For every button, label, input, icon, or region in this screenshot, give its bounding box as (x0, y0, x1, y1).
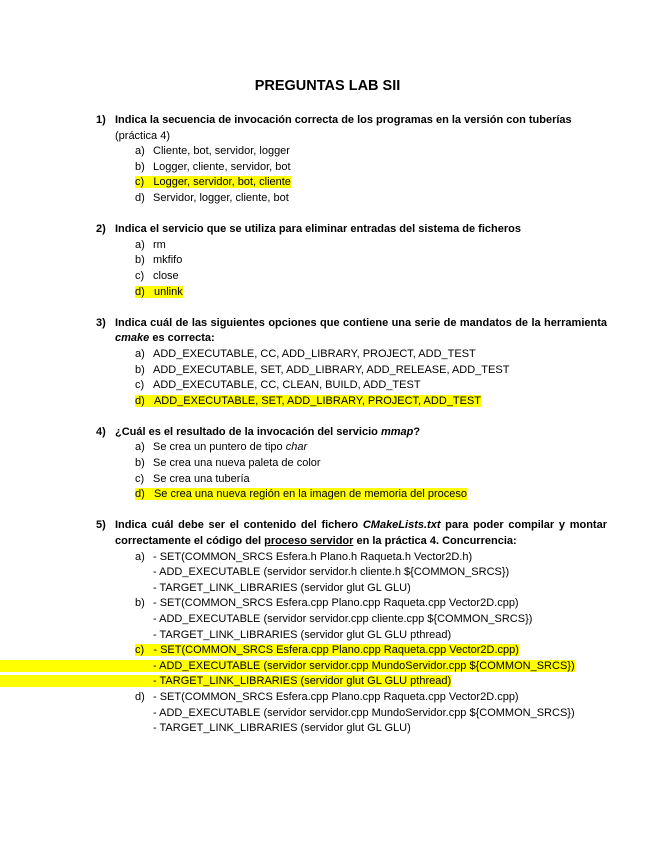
option-c: c) Se crea una tubería (135, 472, 250, 485)
option-b: b) Logger, cliente, servidor, bot (135, 160, 291, 173)
question-list (96, 113, 607, 752)
option-d-correct: d) ADD_EXECUTABLE, SET, ADD_LIBRARY, PROJECT, ADD_TEST (135, 394, 482, 407)
option-c-correct: c) Logger, servidor, bot, cliente (135, 176, 291, 189)
question-subtext: (práctica 4) (115, 129, 171, 142)
option-a: a) rm (135, 238, 166, 251)
question-2 (96, 222, 607, 300)
question-number: 2) (96, 223, 106, 236)
option-a: a) Cliente, bot, servidor, logger (135, 145, 290, 158)
option-a: a) Se crea un puntero de tipo char (135, 441, 308, 454)
question-3 (96, 316, 607, 410)
option-c-correct: c) - SET(COMMON_SRCS Esfera.cpp Plano.cpp Raqueta.cpp Vector2D.cpp) - ADD_EXECUTABLE (servidor servidor.cpp MundoServidor.cpp ${COMMON_SRCS}) - TARGET_LINK_LIBRARIES (servidor glut GL GLU pthread) (135, 644, 575, 688)
option-b: b) ADD_EXECUTABLE, SET, ADD_LIBRARY, ADD_RELEASE, ADD_TEST (135, 363, 510, 376)
option-d-correct: d) Se crea una nueva región en la imagen de memoria del proceso (135, 488, 468, 501)
question-number: 3) (96, 316, 106, 329)
option-d: d) Servidor, logger, cliente, bot (135, 191, 289, 204)
option-d-correct: d) unlink (135, 285, 183, 298)
question-text: ¿Cuál es el resultado de la invocación del servicio mmap? (115, 425, 421, 438)
option-a: a) - SET(COMMON_SRCS Esfera.h Plano.h Raqueta.h Vector2D.h) - ADD_EXECUTABLE (servidor servidor.h cliente.h ${COMMON_SRCS}) - TARGET_LINK_LIBRARIES (servidor glut GL GLU) (135, 550, 510, 594)
option-c: c) ADD_EXECUTABLE, CC, CLEAN, BUILD, ADD_TEST (135, 379, 421, 392)
question-text: Indica el servicio que se utiliza para eliminar entradas del sistema de ficheros (115, 223, 521, 236)
question-1 (96, 113, 607, 207)
question-5 (96, 518, 607, 736)
question-text: Indica la secuencia de invocación correcta de los programas en la versión con tuberías (115, 114, 572, 126)
question-number: 5) (96, 519, 106, 532)
question-number: 4) (96, 425, 106, 438)
question-text: Indica cuál de las siguientes opciones que contiene una serie de mandatos de la herramienta cmake es correcta: (115, 316, 607, 345)
option-c: c) close (135, 269, 179, 282)
option-b: b) mkfifo (135, 254, 183, 267)
option-b: b) - SET(COMMON_SRCS Esfera.cpp Plano.cpp Raqueta.cpp Vector2D.cpp) - ADD_EXECUTABLE (servidor servidor.cpp cliente.cpp ${COMMON_SRCS}) - TARGET_LINK_LIBRARIES (servidor glut GL GLU pthread) (135, 597, 533, 641)
option-b: b) Se crea una nueva paleta de color (135, 457, 321, 470)
question-text: Indica cuál debe ser el contenido del fichero CMakeLists.txt para poder compilar y montar correctamente el código del proceso servidor en la práctica 4. Concurrencia: (115, 519, 607, 548)
question-number: 1) (96, 114, 106, 126)
option-a: a) ADD_EXECUTABLE, CC, ADD_LIBRARY, PROJECT, ADD_TEST (135, 347, 476, 360)
question-4 (96, 425, 607, 503)
option-d: d) - SET(COMMON_SRCS Esfera.cpp Plano.cpp Raqueta.cpp Vector2D.cpp) - ADD_EXECUTABLE (servidor servidor.cpp MundoServidor.cpp ${COMMON_SRCS}) - TARGET_LINK_LIBRARIES (servidor glut GL GLU) (135, 690, 575, 735)
page-title: PREGUNTAS LAB SII (254, 78, 401, 94)
